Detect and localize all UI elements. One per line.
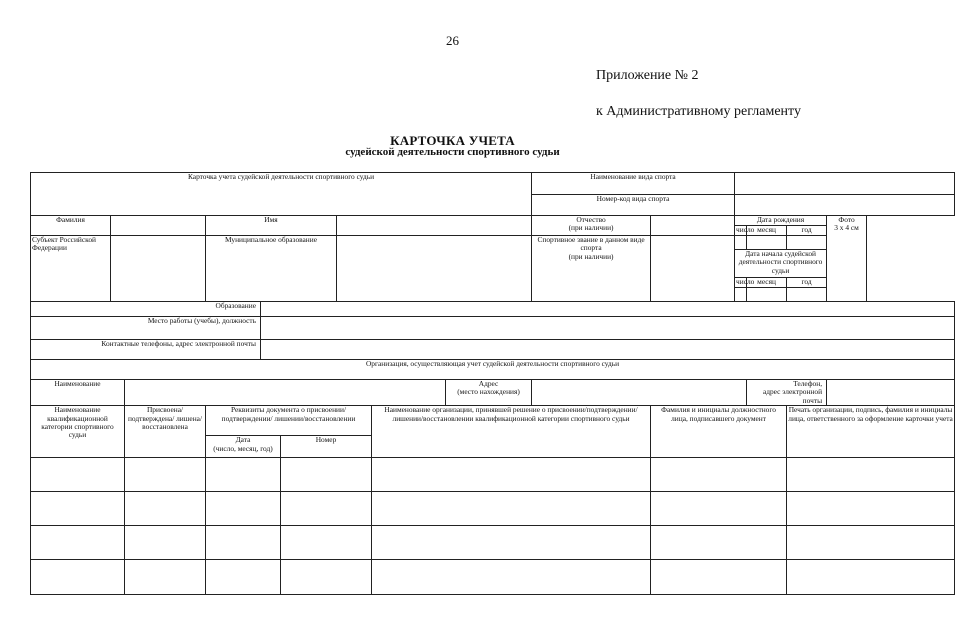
- start-day-label-cell: [735, 277, 755, 288]
- doc-date-note: (число, месяц, год): [213, 443, 273, 453]
- name-label: Имя: [264, 215, 278, 224]
- card-header-label: Карточка учета судейской деятельности спортивного судьи: [187, 172, 375, 181]
- judge-record-card-table: [30, 172, 955, 595]
- patronymic-note: (при наличии): [568, 223, 614, 233]
- judge-start-date-label-cell: [735, 250, 827, 278]
- photo-size: 3 х 4 см: [834, 223, 859, 233]
- row-3-number[interactable]: [281, 526, 372, 560]
- row-1-seal[interactable]: [787, 458, 955, 492]
- sport-code-label-cell: [532, 195, 735, 216]
- decision-org-header: [372, 406, 651, 458]
- doc-date-label: Дата: [235, 435, 251, 445]
- page-number: 26: [446, 33, 459, 48]
- org-name-label: Наименование: [54, 379, 101, 388]
- row-3-category[interactable]: [31, 526, 125, 560]
- subject-label-cell: [31, 236, 111, 302]
- start-day-field[interactable]: [735, 288, 747, 302]
- row-3-status[interactable]: [125, 526, 206, 560]
- sport-title-field[interactable]: [651, 236, 735, 302]
- org-section-label: Организация, осуществляющая учет судейской деятельности спортивного судьи: [365, 359, 620, 368]
- birth-day-label: число: [736, 225, 755, 234]
- row-2-org[interactable]: [372, 492, 651, 526]
- org-section-cell: [31, 360, 955, 380]
- birth-date-label: Дата рождения: [756, 215, 805, 224]
- start-month-field[interactable]: [747, 288, 787, 302]
- birth-year-label: год: [801, 225, 812, 234]
- form-title: КАРТОЧКА УЧЕТА: [390, 133, 515, 148]
- education-label: Образование: [215, 301, 256, 310]
- start-day-label: число: [736, 277, 755, 286]
- row-4-number[interactable]: [281, 560, 372, 595]
- row-1-date[interactable]: [206, 458, 281, 492]
- photo-label: Фото: [838, 215, 855, 224]
- row-2-number[interactable]: [281, 492, 372, 526]
- sport-code-field[interactable]: [735, 195, 955, 216]
- sport-name-label: Наименование вида спорта: [590, 172, 676, 181]
- surname-label-cell: [31, 216, 111, 236]
- birth-day-label-cell: [735, 225, 755, 236]
- row-2-seal[interactable]: [787, 492, 955, 526]
- sport-title-label-cell: [532, 236, 651, 302]
- birth-date-label-cell: [735, 216, 827, 226]
- seal-label: Печать организации, подпись, фамилия и инициалы лица, ответственного за оформление карточки учета: [788, 405, 953, 423]
- municipality-field[interactable]: [337, 236, 532, 302]
- birth-month-field[interactable]: [747, 236, 787, 250]
- workplace-field[interactable]: [261, 317, 955, 340]
- address-label-cell: [446, 380, 532, 406]
- row-4-status[interactable]: [125, 560, 206, 595]
- education-field[interactable]: [261, 302, 955, 317]
- official-name-label: Фамилия и инициалы должностного лица, подписавшего документ: [661, 405, 776, 423]
- row-4-official[interactable]: [651, 560, 787, 595]
- doc-requisites-header: [206, 406, 372, 436]
- decision-org-label: Наименование организации, принявшей решение о присвоении/подтверждении/лишении/восстановлении квалификационной категории спортивного судьи: [384, 405, 638, 423]
- row-2-date[interactable]: [206, 492, 281, 526]
- doc-number-label: Номер: [315, 435, 337, 445]
- sport-code-label: Номер-код вида спорта: [596, 194, 670, 203]
- row-4-seal[interactable]: [787, 560, 955, 595]
- qual-category-header: [31, 406, 125, 458]
- start-year-label: год: [801, 277, 812, 286]
- margin-cell: [867, 250, 955, 278]
- surname-field[interactable]: [111, 216, 206, 236]
- row-2-category[interactable]: [31, 492, 125, 526]
- margin-cell: [867, 236, 955, 250]
- patronymic-label-cell: [532, 216, 651, 236]
- row-3-date[interactable]: [206, 526, 281, 560]
- row-2-official[interactable]: [651, 492, 787, 526]
- form-subtitle: судейской деятельности спортивного судьи: [345, 146, 560, 158]
- birth-day-field[interactable]: [735, 236, 747, 250]
- row-1-status[interactable]: [125, 458, 206, 492]
- phone-label: Телефон,: [793, 379, 823, 388]
- municipality-label-cell: [206, 236, 337, 302]
- phone-label-cell: [747, 380, 827, 406]
- address-note: (место нахождения): [457, 387, 520, 397]
- doc-requisites-label: Реквизиты документа о присвоении/подтверждении/ лишении/восстановлении: [221, 405, 356, 423]
- row-2-status[interactable]: [125, 492, 206, 526]
- surname-label: Фамилия: [56, 215, 85, 224]
- contacts-label: Контактные телефоны, адрес электронной почты: [101, 339, 256, 348]
- patronymic-field[interactable]: [651, 216, 735, 236]
- photo-cell: [827, 216, 867, 302]
- sport-title-note: (при наличии): [568, 251, 614, 261]
- qual-category-label: Наименование квалификационной категории спортивного судьи: [41, 405, 114, 440]
- row-4-date[interactable]: [206, 560, 281, 595]
- birth-month-label: месяц: [757, 225, 776, 234]
- official-name-header: [651, 406, 787, 458]
- judge-start-date-label: Дата начала судейской деятельности спортивного судьи: [738, 249, 823, 275]
- education-label-cell: [31, 302, 261, 317]
- email-label: адрес электронной почты: [762, 387, 823, 405]
- row-4-org[interactable]: [372, 560, 651, 595]
- name-field[interactable]: [337, 216, 532, 236]
- workplace-label-cell: [31, 317, 261, 340]
- card-header-cell: [31, 173, 532, 216]
- row-1-org[interactable]: [372, 458, 651, 492]
- appendix-title: Приложение № 2: [596, 68, 699, 83]
- status-header: [125, 406, 206, 458]
- start-year-field[interactable]: [787, 288, 827, 302]
- seal-header: [787, 406, 955, 458]
- row-1-category[interactable]: [31, 458, 125, 492]
- address-field[interactable]: [532, 380, 747, 406]
- birth-year-label-cell: [787, 226, 827, 236]
- start-year-label-cell: [787, 278, 827, 288]
- status-label: Присвоена/ подтверждена/ лишена/ восстановлена: [127, 405, 203, 432]
- subject-field[interactable]: [111, 236, 206, 302]
- subject-label: Субъект Российской Федерации: [32, 235, 97, 253]
- address-label: Адрес: [478, 379, 499, 388]
- sport-name-field[interactable]: [735, 173, 955, 195]
- sport-title-label: Спортивное звание в данном виде спорта: [537, 235, 645, 253]
- doc-number-header: [281, 436, 372, 458]
- name-label-cell: [206, 216, 337, 236]
- margin-cell: [867, 216, 955, 226]
- municipality-label: Муниципальное образование: [225, 235, 317, 244]
- row-3-official[interactable]: [651, 526, 787, 560]
- row-3-org[interactable]: [372, 526, 651, 560]
- org-name-label-cell: [31, 380, 125, 406]
- row-1-official[interactable]: [651, 458, 787, 492]
- margin-cell: [867, 226, 955, 236]
- appendix-subtitle: к Административному регламенту: [596, 104, 801, 119]
- sport-name-label-cell: [532, 173, 735, 195]
- start-month-label: месяц: [757, 277, 776, 286]
- margin-cell: [867, 278, 955, 288]
- margin-cell: [867, 288, 955, 302]
- phone-field[interactable]: [827, 380, 955, 406]
- patronymic-label: Отчество: [576, 215, 606, 224]
- row-1-number[interactable]: [281, 458, 372, 492]
- birth-year-field[interactable]: [787, 236, 827, 250]
- doc-date-header: [206, 436, 281, 458]
- contacts-field[interactable]: [261, 340, 955, 360]
- workplace-label: Место работы (учебы), должность: [147, 316, 256, 325]
- org-name-field[interactable]: [125, 380, 446, 406]
- row-4-category[interactable]: [31, 560, 125, 595]
- contacts-label-cell: [31, 340, 261, 360]
- row-3-seal[interactable]: [787, 526, 955, 560]
